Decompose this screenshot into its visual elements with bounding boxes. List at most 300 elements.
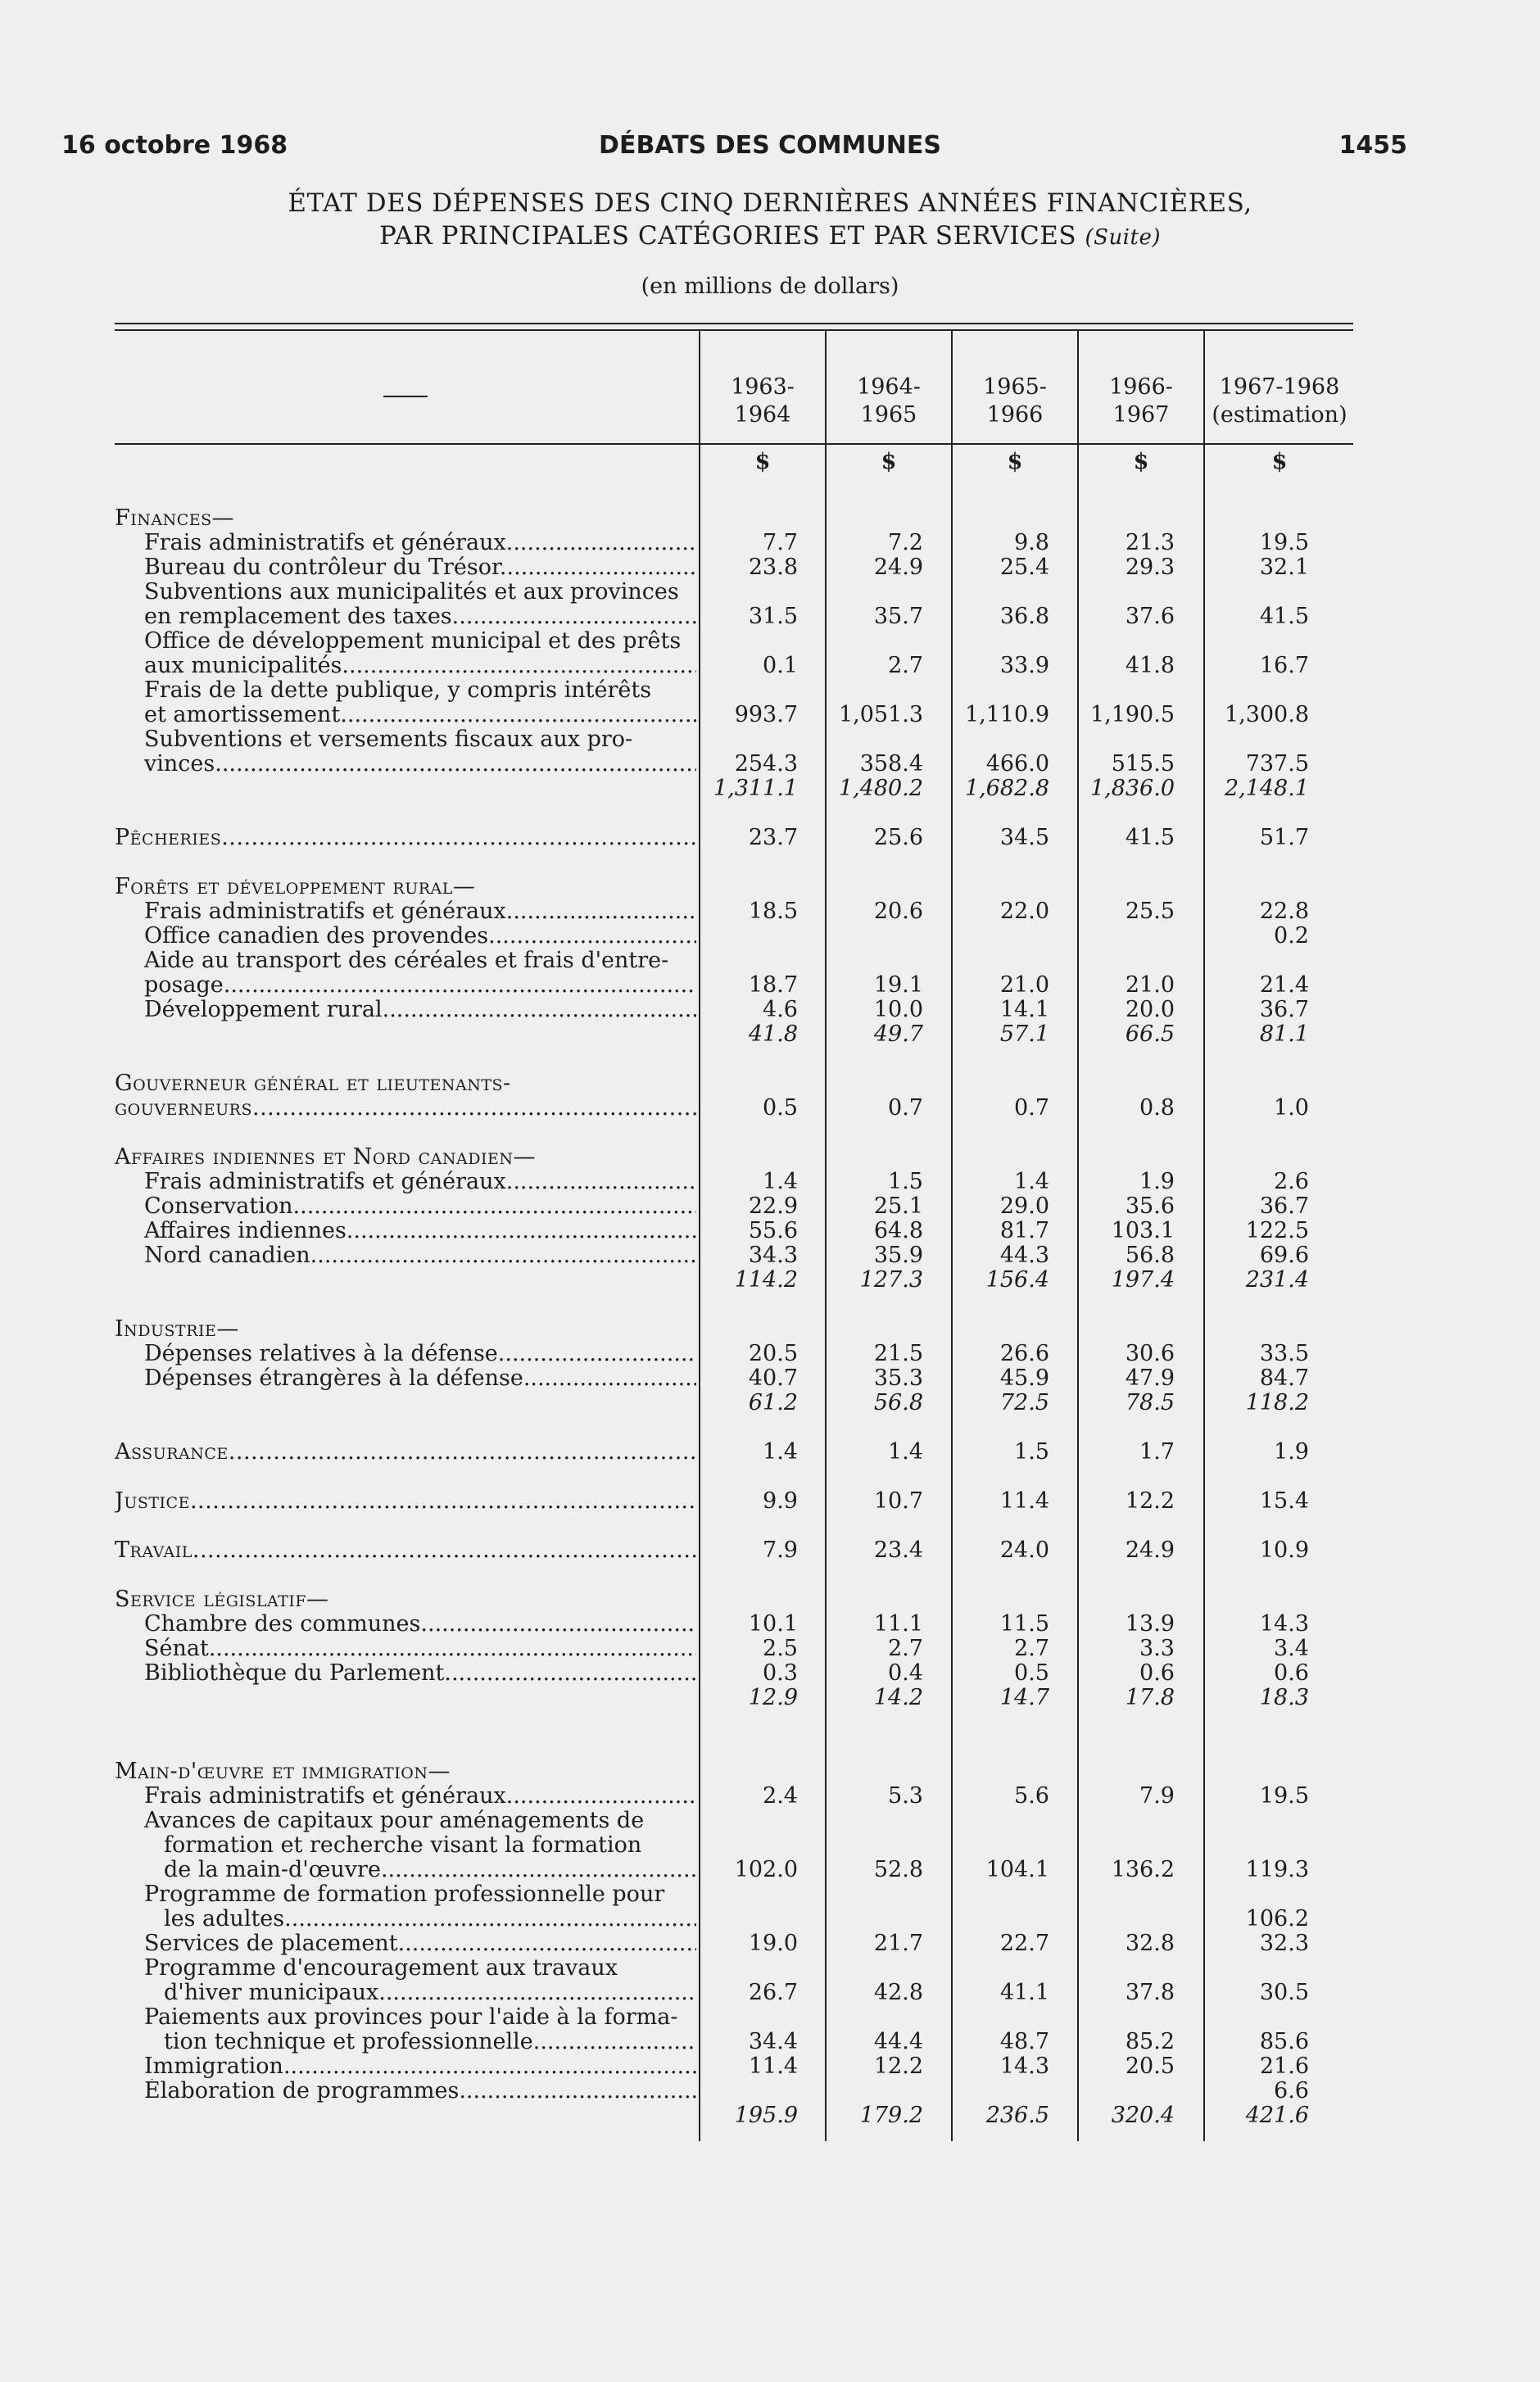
cell-value: 17.8 <box>1125 1685 1175 1710</box>
cell-value: 16.7 <box>1259 653 1309 678</box>
row-label: Bibliothèque du Parlement ..... <box>144 1661 696 1686</box>
cell-value: 23.8 <box>748 555 798 580</box>
row-label: de la main-d'œuvre ..... <box>164 1858 696 1882</box>
table-title-line2 <box>0 220 1540 254</box>
row-label: Frais de la dette publique, y compris intérêts <box>144 678 652 703</box>
page-number: 1455 <box>1338 131 1407 160</box>
table-row <box>115 1563 1353 1587</box>
cell-value: 12.2 <box>1125 1488 1175 1514</box>
cell-value: 51.7 <box>1259 825 1309 850</box>
table-row <box>115 1243 1353 1268</box>
cell-value: 26.7 <box>748 1980 798 2005</box>
cell-value: 41.8 <box>1125 653 1175 678</box>
section-heading-row <box>115 1145 1353 1170</box>
cell-value: 10.7 <box>873 1488 923 1514</box>
currency-2: $ <box>1007 449 1023 474</box>
top-rule-1 <box>115 323 1353 324</box>
row-label: Programme de formation professionnelle pour <box>144 1882 665 1907</box>
cell-value: 84.7 <box>1259 1365 1309 1391</box>
cell-value: 9.9 <box>763 1488 798 1514</box>
section-heading-row <box>115 1759 1353 1784</box>
running-head <box>0 131 1540 170</box>
cell-value: 737.5 <box>1245 751 1309 777</box>
cell-value: 25.5 <box>1125 899 1175 924</box>
table-row <box>115 1809 1353 1833</box>
table-row <box>115 2054 1353 2079</box>
section-heading-row <box>115 1317 1353 1342</box>
cell-value: 4.6 <box>763 997 798 1022</box>
cell-value: 52.8 <box>873 1857 923 1882</box>
cell-value: 21.0 <box>1125 972 1175 998</box>
col-estimate-note: (estimation) <box>1212 402 1348 428</box>
cell-value: 119.3 <box>1245 1857 1309 1882</box>
cell-value: 6.6 <box>1274 2078 1309 2103</box>
cell-value: 24.9 <box>873 555 923 580</box>
cell-value: 1.5 <box>1014 1439 1049 1465</box>
currency-4: $ <box>1271 449 1288 474</box>
cell-value: 61.2 <box>748 1390 798 1415</box>
table-row <box>115 1833 1353 1858</box>
cell-value: 103.1 <box>1111 1218 1175 1243</box>
cell-value: 118.2 <box>1245 1390 1309 1415</box>
row-label: Sénat ..... <box>144 1637 696 1661</box>
row-label: Programme d'encouragement aux travaux <box>144 1956 618 1981</box>
table-title-line1: ÉTAT DES DÉPENSES DES CINQ DERNIÈRES ANNÉES FINANCIÈRES, <box>288 188 1252 218</box>
table-row <box>115 1710 1353 1735</box>
col-year-2: 1965-1966 <box>983 374 1047 428</box>
row-label: aux municipalités ..... <box>144 654 696 678</box>
cell-value: 20.6 <box>873 899 923 924</box>
cell-value: 30.6 <box>1125 1341 1175 1366</box>
row-label: Office canadien des provendes ..... <box>144 924 696 949</box>
row-label: Avances de capitaux pour aménagements de <box>144 1809 645 1833</box>
row-label: Bureau du contrôleur du Trésor ..... <box>144 555 696 580</box>
cell-value: 1,480.2 <box>838 776 923 801</box>
cell-value: 35.9 <box>873 1243 923 1268</box>
row-label: les adultes ..... <box>164 1907 696 1931</box>
cell-value: 21.6 <box>1259 2054 1309 2079</box>
cell-value: 195.9 <box>734 2103 798 2128</box>
cell-value: 114.2 <box>734 1267 798 1293</box>
cell-value: 18.7 <box>748 972 798 998</box>
cell-value: 10.1 <box>748 1611 798 1637</box>
col-head-4 <box>1207 374 1352 429</box>
col-year-3: 1966-1967 <box>1109 374 1173 428</box>
cell-value: 9.8 <box>1014 530 1049 555</box>
cell-value: 20.5 <box>1125 2054 1175 2079</box>
cell-value: 32.3 <box>1259 1931 1309 1956</box>
table-row <box>115 850 1353 875</box>
cell-value: 24.0 <box>999 1537 1049 1563</box>
subtotal-row <box>115 1268 1353 1293</box>
table-row <box>115 1170 1353 1194</box>
cell-value: 41.1 <box>999 1980 1049 2005</box>
subtotal-row <box>115 2103 1353 2128</box>
cell-value: 1,311.1 <box>713 776 798 801</box>
cell-value: 64.8 <box>873 1218 923 1243</box>
row-label: Affaires indiennes et Nord canadien— <box>115 1145 536 1170</box>
cell-value: 29.3 <box>1125 555 1175 580</box>
cell-value: 0.8 <box>1139 1095 1175 1121</box>
row-label: en remplacement des taxes ..... <box>144 605 696 629</box>
subtotal-row <box>115 1391 1353 1415</box>
cell-value: 56.8 <box>873 1390 923 1415</box>
col-head-1 <box>829 374 949 429</box>
row-label: Industrie— <box>115 1317 239 1342</box>
row-label: Pêcheries ..... <box>115 826 696 850</box>
cell-value: 14.7 <box>999 1685 1049 1710</box>
cell-value: 36.7 <box>1259 1193 1309 1219</box>
table-row <box>115 1882 1353 1907</box>
cell-value: 15.4 <box>1259 1488 1309 1514</box>
table-row <box>115 1612 1353 1637</box>
table-row <box>115 580 1353 605</box>
table-row <box>115 1489 1353 1514</box>
cell-value: 0.3 <box>763 1660 798 1686</box>
cell-value: 236.5 <box>985 2103 1049 2128</box>
row-label: gouverneurs ..... <box>115 1096 696 1121</box>
cell-value: 31.5 <box>748 604 798 629</box>
cell-value: 1.7 <box>1139 1439 1175 1465</box>
table-row <box>115 1219 1353 1243</box>
cell-value: 179.2 <box>859 2103 923 2128</box>
cell-value: 36.8 <box>999 604 1049 629</box>
cell-value: 0.1 <box>763 653 798 678</box>
col-head-0 <box>703 374 822 429</box>
cell-value: 44.4 <box>873 2029 923 2054</box>
table-row <box>115 998 1353 1022</box>
table-row <box>115 899 1353 924</box>
cell-value: 421.6 <box>1245 2103 1309 2128</box>
table-row <box>115 555 1353 580</box>
cell-value: 0.6 <box>1139 1660 1175 1686</box>
row-label: Service législatif— <box>115 1587 329 1612</box>
cell-value: 19.1 <box>873 972 923 998</box>
cell-value: 1.4 <box>763 1169 798 1194</box>
table-row <box>115 654 1353 678</box>
cell-value: 41.5 <box>1259 604 1309 629</box>
cell-value: 34.4 <box>748 2029 798 2054</box>
cell-value: 106.2 <box>1245 1906 1309 1931</box>
table-row <box>115 1415 1353 1440</box>
table-row <box>115 605 1353 629</box>
row-label: Frais administratifs et généraux ..... <box>144 899 696 924</box>
row-label: tion technique et professionnelle ..... <box>164 2030 696 2054</box>
subtotal-row <box>115 1022 1353 1047</box>
section-heading-row <box>115 1587 1353 1612</box>
currency-3: $ <box>1133 449 1149 474</box>
cell-value: 3.4 <box>1274 1636 1309 1661</box>
cell-value: 5.6 <box>1014 1783 1049 1809</box>
cell-value: 1.4 <box>763 1439 798 1465</box>
cell-value: 35.7 <box>873 604 923 629</box>
table-row <box>115 1538 1353 1563</box>
cell-value: 466.0 <box>985 751 1049 777</box>
table-title-line2-text: PAR PRINCIPALES CATÉGORIES ET PAR SERVICES <box>379 221 1077 251</box>
cell-value: 22.8 <box>1259 899 1309 924</box>
row-label: Gouverneur général et lieutenants- <box>115 1071 511 1096</box>
cell-value: 20.5 <box>748 1341 798 1366</box>
cell-value: 21.5 <box>873 1341 923 1366</box>
row-label: Frais administratifs et généraux ..... <box>144 531 696 555</box>
cell-value: 37.6 <box>1125 604 1175 629</box>
cell-value: 23.7 <box>748 825 798 850</box>
cell-value: 56.8 <box>1125 1243 1175 1268</box>
row-label: Conservation ..... <box>144 1194 696 1219</box>
cell-value: 0.4 <box>888 1660 923 1686</box>
row-label: d'hiver municipaux ..... <box>164 1981 696 2005</box>
cell-value: 34.3 <box>748 1243 798 1268</box>
row-label: Frais administratifs et généraux ..... <box>144 1784 696 1809</box>
cell-value: 55.6 <box>748 1218 798 1243</box>
cell-value: 2.5 <box>763 1636 798 1661</box>
table-row <box>115 531 1353 555</box>
cell-value: 11.5 <box>999 1611 1049 1637</box>
row-label: Finances— <box>115 506 235 531</box>
table-row <box>115 1956 1353 1981</box>
top-rule-2 <box>115 329 1353 331</box>
row-label: Services de placement ..... <box>144 1931 696 1956</box>
cell-value: 14.2 <box>873 1685 923 1710</box>
table-row <box>115 2005 1353 2030</box>
cell-value: 25.6 <box>873 825 923 850</box>
row-label: Forêts et développement rural— <box>115 875 476 899</box>
units-note: (en millions de dollars) <box>641 274 899 299</box>
cell-value: 254.3 <box>734 751 798 777</box>
cell-value: 1.9 <box>1139 1169 1175 1194</box>
issue-date: 16 octobre 1968 <box>61 131 288 160</box>
table-row <box>115 1047 1353 1071</box>
table-row <box>115 1907 1353 1931</box>
table-row <box>115 1637 1353 1661</box>
cell-value: 7.9 <box>763 1537 798 1563</box>
cell-value: 1,190.5 <box>1089 702 1175 727</box>
table-row <box>115 826 1353 850</box>
cell-value: 32.1 <box>1259 555 1309 580</box>
currency-1: $ <box>881 449 897 474</box>
row-label: Immigration ..... <box>144 2054 696 2079</box>
cell-value: 2,148.1 <box>1224 776 1309 801</box>
cell-value: 49.7 <box>873 1021 923 1047</box>
cell-value: 1,110.9 <box>964 702 1049 727</box>
cell-value: 10.0 <box>873 997 923 1022</box>
table-row <box>115 629 1353 654</box>
cell-value: 7.2 <box>888 530 923 555</box>
cell-value: 5.3 <box>888 1783 923 1809</box>
cell-value: 40.7 <box>748 1365 798 1391</box>
cell-value: 156.4 <box>985 1267 1049 1293</box>
cell-value: 3.3 <box>1139 1636 1175 1661</box>
cell-value: 993.7 <box>734 702 798 727</box>
cell-value: 66.5 <box>1125 1021 1175 1047</box>
row-label: posage ..... <box>144 973 696 998</box>
table-row <box>115 703 1353 727</box>
table-row <box>115 1784 1353 1809</box>
cell-value: 33.9 <box>999 653 1049 678</box>
cell-value: 1,300.8 <box>1224 702 1309 727</box>
table-row <box>115 752 1353 777</box>
cell-value: 2.7 <box>888 1636 923 1661</box>
cell-value: 12.9 <box>748 1685 798 1710</box>
row-label: et amortissement ..... <box>144 703 696 727</box>
cell-value: 0.7 <box>888 1095 923 1121</box>
cell-value: 21.0 <box>999 972 1049 998</box>
cell-value: 81.7 <box>999 1218 1049 1243</box>
cell-value: 2.7 <box>888 653 923 678</box>
table-row <box>115 1121 1353 1145</box>
cell-value: 57.1 <box>999 1021 1049 1047</box>
col-head-3 <box>1081 374 1201 429</box>
cell-value: 26.6 <box>999 1341 1049 1366</box>
cell-value: 7.9 <box>1139 1783 1175 1809</box>
cell-value: 0.2 <box>1274 923 1309 949</box>
cell-value: 14.1 <box>999 997 1049 1022</box>
row-label: Développement rural ..... <box>144 998 696 1022</box>
table-row <box>115 1465 1353 1489</box>
cell-value: 85.2 <box>1125 2029 1175 2054</box>
cell-value: 18.5 <box>748 899 798 924</box>
cell-value: 29.0 <box>999 1193 1049 1219</box>
cell-value: 21.3 <box>1125 530 1175 555</box>
cell-value: 2.7 <box>1014 1636 1049 1661</box>
row-label: Subventions aux municipalités et aux provinces <box>144 580 679 605</box>
subtotal-row <box>115 1686 1353 1710</box>
row-label: Paiements aux provinces pour l'aide à la forma- <box>144 2005 678 2030</box>
row-label: Main-d'œuvre et immigration— <box>115 1759 451 1784</box>
cell-value: 231.4 <box>1245 1267 1309 1293</box>
cell-value: 2.4 <box>763 1783 798 1809</box>
cell-value: 20.0 <box>1125 997 1175 1022</box>
cell-value: 14.3 <box>1259 1611 1309 1637</box>
cell-value: 1.5 <box>888 1169 923 1194</box>
cell-value: 47.9 <box>1125 1365 1175 1391</box>
cell-value: 358.4 <box>859 751 923 777</box>
row-label: Frais administratifs et généraux ..... <box>144 1170 696 1194</box>
cell-value: 1.9 <box>1274 1439 1309 1465</box>
cell-value: 122.5 <box>1245 1218 1309 1243</box>
cell-value: 81.1 <box>1259 1021 1309 1047</box>
cell-value: 18.3 <box>1259 1685 1309 1710</box>
subtotal-row <box>115 777 1353 801</box>
cell-value: 0.5 <box>1014 1660 1049 1686</box>
suite-note: (Suite) <box>1085 225 1161 250</box>
cell-value: 11.4 <box>748 2054 798 2079</box>
table-row <box>115 924 1353 949</box>
table-row <box>115 1440 1353 1465</box>
row-label: vinces ..... <box>144 752 696 777</box>
section-heading-row <box>115 1071 1353 1096</box>
row-label: Affaires indiennes ..... <box>144 1219 696 1243</box>
stub-dash <box>383 396 428 397</box>
cell-value: 35.6 <box>1125 1193 1175 1219</box>
section-heading-row <box>115 506 1353 531</box>
row-label: Chambre des communes ..... <box>144 1612 696 1637</box>
row-label: Assurance ..... <box>115 1440 696 1465</box>
row-label: Aide au transport des céréales et frais d'entre- <box>144 949 669 973</box>
cell-value: 136.2 <box>1111 1857 1175 1882</box>
row-label: formation et recherche visant la formation <box>164 1833 642 1858</box>
cell-value: 1.4 <box>888 1439 923 1465</box>
cell-value: 515.5 <box>1111 751 1175 777</box>
cell-value: 14.3 <box>999 2054 1049 2079</box>
table-row <box>115 801 1353 826</box>
section-heading-row <box>115 875 1353 899</box>
cell-value: 104.1 <box>985 1857 1049 1882</box>
cell-value: 44.3 <box>999 1243 1049 1268</box>
cell-value: 19.5 <box>1259 530 1309 555</box>
cell-value: 21.4 <box>1259 972 1309 998</box>
table-row <box>115 949 1353 973</box>
table-row <box>115 1342 1353 1366</box>
cell-value: 30.5 <box>1259 1980 1309 2005</box>
cell-value: 24.9 <box>1125 1537 1175 1563</box>
currency-0: $ <box>754 449 771 474</box>
table-row <box>115 973 1353 998</box>
cell-value: 22.7 <box>999 1931 1049 1956</box>
cell-value: 1,836.0 <box>1089 776 1175 801</box>
cell-value: 48.7 <box>999 2029 1049 2054</box>
col-year-4: 1967-1968 <box>1219 374 1340 400</box>
cell-value: 32.8 <box>1125 1931 1175 1956</box>
cell-value: 0.6 <box>1274 1660 1309 1686</box>
table-row <box>115 1858 1353 1882</box>
cell-value: 25.1 <box>873 1193 923 1219</box>
cell-value: 19.5 <box>1259 1783 1309 1809</box>
table-row <box>115 678 1353 703</box>
cell-value: 10.9 <box>1259 1537 1309 1563</box>
cell-value: 78.5 <box>1125 1390 1175 1415</box>
cell-value: 2.6 <box>1274 1169 1309 1194</box>
row-label: Office de développement municipal et des prêts <box>144 629 682 654</box>
cell-value: 1,682.8 <box>964 776 1049 801</box>
col-year-1: 1964-1965 <box>857 374 921 428</box>
table-row <box>115 1661 1353 1686</box>
cell-value: 21.7 <box>873 1931 923 1956</box>
row-label: Justice ..... <box>115 1489 696 1514</box>
cell-value: 127.3 <box>859 1267 923 1293</box>
row-label: Nord canadien ..... <box>144 1243 696 1268</box>
col-head-2 <box>955 374 1075 429</box>
cell-value: 23.4 <box>873 1537 923 1563</box>
cell-value: 13.9 <box>1125 1611 1175 1637</box>
cell-value: 35.3 <box>873 1365 923 1391</box>
table-titles <box>0 187 1540 299</box>
cell-value: 37.8 <box>1125 1980 1175 2005</box>
row-label: Subventions et versements fiscaux aux pro- <box>144 727 633 752</box>
row-label: Dépenses étrangères à la défense ..... <box>144 1366 696 1391</box>
table-row <box>115 1366 1353 1391</box>
cell-value: 7.7 <box>763 530 798 555</box>
cell-value: 11.1 <box>873 1611 923 1637</box>
cell-value: 25.4 <box>999 555 1049 580</box>
cell-value: 22.0 <box>999 899 1049 924</box>
table-row <box>115 1981 1353 2005</box>
cell-value: 0.7 <box>1014 1095 1049 1121</box>
table-row <box>115 1735 1353 1759</box>
cell-value: 69.6 <box>1259 1243 1309 1268</box>
table-row <box>115 1194 1353 1219</box>
cell-value: 42.8 <box>873 1980 923 2005</box>
table-row <box>115 1931 1353 1956</box>
cell-value: 33.5 <box>1259 1341 1309 1366</box>
cell-value: 36.7 <box>1259 997 1309 1022</box>
cell-value: 1.4 <box>1014 1169 1049 1194</box>
cell-value: 12.2 <box>873 2054 923 2079</box>
row-label: Dépenses relatives à la défense ..... <box>144 1342 696 1366</box>
row-label: Travail ..... <box>115 1538 696 1563</box>
cell-value: 320.4 <box>1111 2103 1175 2128</box>
table-row <box>115 727 1353 752</box>
